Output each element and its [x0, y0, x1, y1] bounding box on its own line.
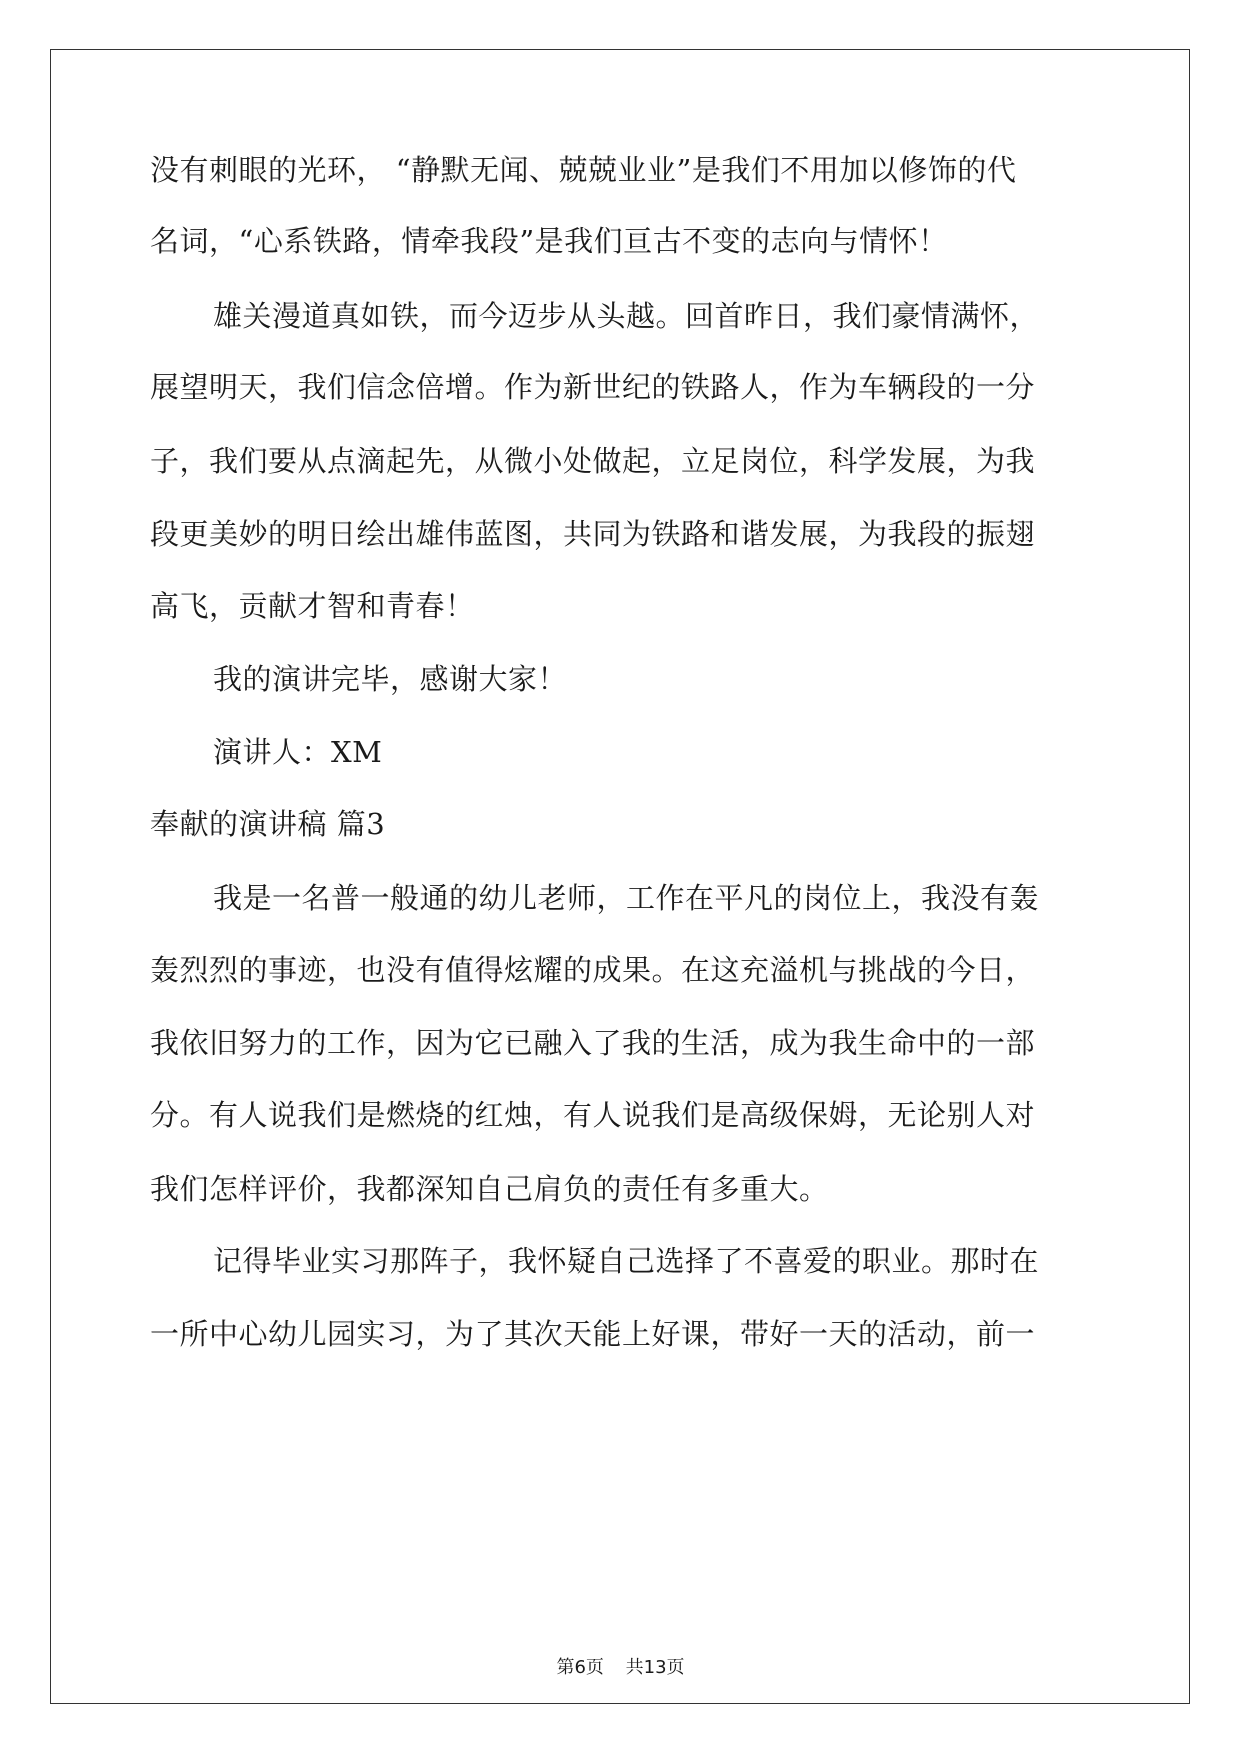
- paragraph-start: 记得毕业实习那阵子，我怀疑自己选择了不喜爱的职业。那时在: [213, 1244, 1040, 1278]
- text-line: 我依旧努力的工作，因为它已融入了我的生活，成为我生命中的一部: [150, 1026, 1036, 1060]
- text-line: 展望明天，我们信念倍增。作为新世纪的铁路人，作为车辆段的一分: [150, 370, 1036, 404]
- page-unit: 页: [585, 1657, 604, 1678]
- closing-line: 我的演讲完毕，感谢大家！: [213, 662, 568, 696]
- text-line: 轰烈烈的事迹，也没有值得炫耀的成果。在这充溢机与挑战的今日，: [150, 953, 1036, 987]
- total-number: 13: [643, 1657, 667, 1678]
- page-indicator: [556, 1657, 603, 1678]
- speaker-line: 演讲人：XM: [213, 735, 383, 769]
- text-line: 段更美妙的明日绘出雄伟蓝图，共同为铁路和谐发展，为我段的振翅: [150, 517, 1036, 551]
- paragraph-start: 雄关漫道真如铁，而今迈步从头越。回首昨日，我们豪情满怀，: [213, 299, 1040, 333]
- total-label: 共: [625, 1657, 644, 1678]
- page-number: 6: [574, 1657, 586, 1678]
- text-line: 高飞，贡献才智和青春！: [150, 589, 475, 623]
- text-line: 没有刺眼的光环， “静默无闻、兢兢业业”是我们不用加以修饰的代: [150, 153, 1017, 187]
- paragraph-start: 我是一名普一般通的幼儿老师，工作在平凡的岗位上，我没有轰: [213, 881, 1040, 915]
- text-line: 名词，“心系铁路，情牵我段”是我们亘古不变的志向与情怀！: [150, 224, 948, 258]
- text-line: 分。有人说我们是燃烧的红烛，有人说我们是高级保姆，无论别人对: [150, 1098, 1036, 1132]
- page-footer: [0, 1656, 1241, 1680]
- text-line: 子，我们要从点滴起先，从微小处做起，立足岗位，科学发展，为我: [150, 444, 1036, 478]
- total-unit: 页: [666, 1657, 685, 1678]
- text-line: 我们怎样评价，我都深知自己肩负的责任有多重大。: [150, 1172, 829, 1206]
- section-heading: 奉献的演讲稿 篇3: [150, 807, 386, 841]
- page-label: 第: [556, 1657, 575, 1678]
- text-line: 一所中心幼儿园实习，为了其次天能上好课，带好一天的活动，前一: [150, 1317, 1036, 1351]
- total-indicator: [626, 1657, 685, 1678]
